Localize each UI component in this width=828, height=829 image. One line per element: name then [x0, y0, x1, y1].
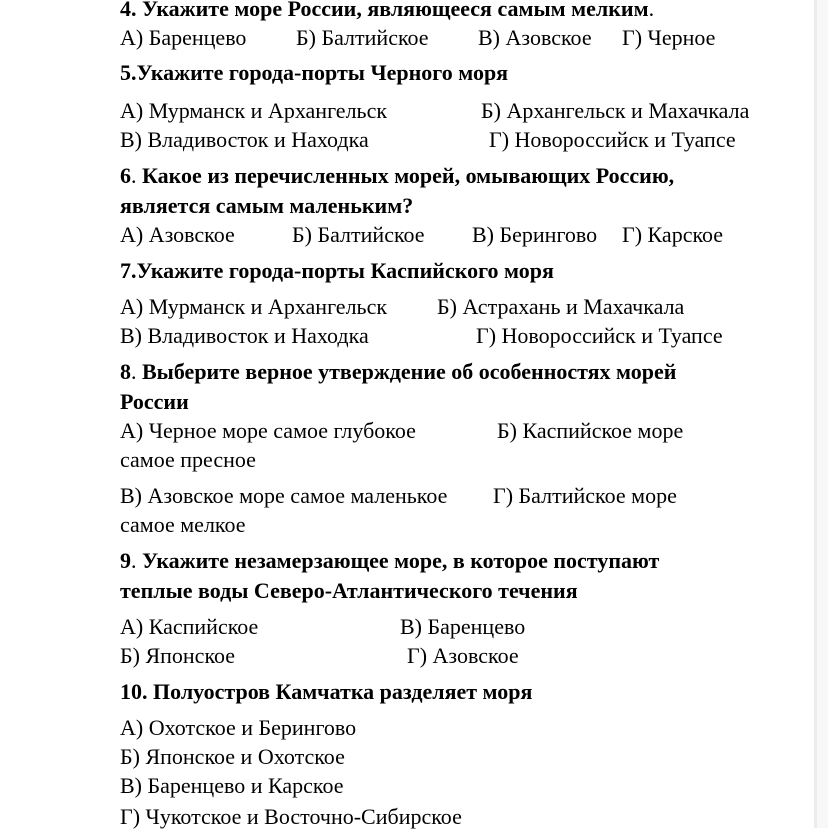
q10-title: Полуостров Камчатка разделяет моря	[153, 679, 533, 704]
q7-option-a: А) Мурманск и Архангельск	[120, 294, 388, 319]
q4-heading	[120, 0, 654, 20]
q6-option-v: В) Берингово	[472, 222, 598, 247]
q8-option-b: Б) Каспийское море	[497, 418, 684, 443]
page-right-edge	[814, 0, 828, 828]
q6-heading-line-1	[120, 165, 674, 187]
q4-option-b: Б) Балтийское	[296, 25, 429, 50]
q8-option-b-continuation: самое пресное	[120, 447, 256, 472]
q10-option-a: А) Охотское и Берингово	[120, 715, 357, 740]
q8-option-g-continuation: самое мелкое	[120, 512, 246, 537]
q8-heading-line-2: России	[120, 389, 189, 414]
q6-option-b: Б) Балтийское	[292, 222, 425, 247]
q9-heading-line-1	[120, 550, 659, 572]
q9-option-v: В) Баренцево	[400, 614, 526, 639]
q6-number-sep: .	[131, 163, 142, 188]
q7-heading	[120, 260, 554, 282]
q8-heading-line-1	[120, 361, 676, 383]
q4-number: 4.	[120, 0, 142, 21]
q8-option-a: А) Черное море самое глубокое	[120, 418, 416, 443]
q6-option-a: А) Азовское	[120, 222, 235, 247]
q4-option-v: В) Азовское	[478, 25, 592, 50]
q9-option-g: Г) Азовское	[407, 643, 519, 668]
q6-title: Какое из перечисленных морей, омывающих Россию,	[142, 163, 675, 188]
q7-option-g: Г) Новороссийск и Туапсе	[476, 323, 723, 348]
q5-heading	[120, 62, 508, 84]
q9-heading-line-2: теплые воды Северо-Атлантического течения	[120, 578, 578, 603]
q10-option-g: Г) Чукотское и Восточно-Сибирское	[120, 804, 462, 829]
q10-option-v: В) Баренцево и Карское	[120, 773, 344, 798]
q6-heading-line-2: является самым маленьким?	[120, 193, 414, 218]
q9-title: Укажите незамерзающее море, в которое поступают	[142, 548, 660, 573]
q8-option-v: В) Азовское море самое маленькое	[120, 483, 448, 508]
q5-option-v: В) Владивосток и Находка	[120, 127, 369, 152]
q7-option-b: Б) Астрахань и Махачкала	[437, 294, 685, 319]
q10-number: 10.	[120, 679, 153, 704]
q8-number-sep: .	[131, 359, 142, 384]
q5-option-a: А) Мурманск и Архангельск	[120, 98, 388, 123]
q9-number: 9	[120, 548, 131, 573]
q9-option-b: Б) Японское	[120, 643, 236, 668]
q4-option-g: Г) Черное	[622, 25, 716, 50]
q6-option-g: Г) Карское	[622, 222, 724, 247]
q4-title: Укажите море России, являющееся самым мелким	[142, 0, 649, 21]
q9-option-a: А) Каспийское	[120, 614, 259, 639]
q8-number: 8	[120, 359, 131, 384]
q10-option-b: Б) Японское и Охотское	[120, 744, 345, 769]
q6-number: 6	[120, 163, 131, 188]
q7-title: Укажите города-порты Каспийского моря	[136, 258, 554, 283]
q5-option-g: Г) Новороссийск и Туапсе	[489, 127, 736, 152]
q10-heading	[120, 681, 532, 703]
q9-number-sep: .	[131, 548, 142, 573]
q5-option-b: Б) Архангельск и Махачкала	[481, 98, 750, 123]
q8-title: Выберите верное утверждение об особенностях морей	[142, 359, 677, 384]
q7-option-v: В) Владивосток и Находка	[120, 323, 369, 348]
q4-title-suffix: .	[648, 0, 655, 21]
q8-option-g: Г) Балтийское море	[493, 483, 677, 508]
q7-number: 7.	[120, 258, 137, 283]
q5-number: 5.	[120, 60, 137, 85]
q5-title: Укажите города-порты Черного моря	[136, 60, 509, 85]
q4-option-a: А) Баренцево	[120, 25, 247, 50]
